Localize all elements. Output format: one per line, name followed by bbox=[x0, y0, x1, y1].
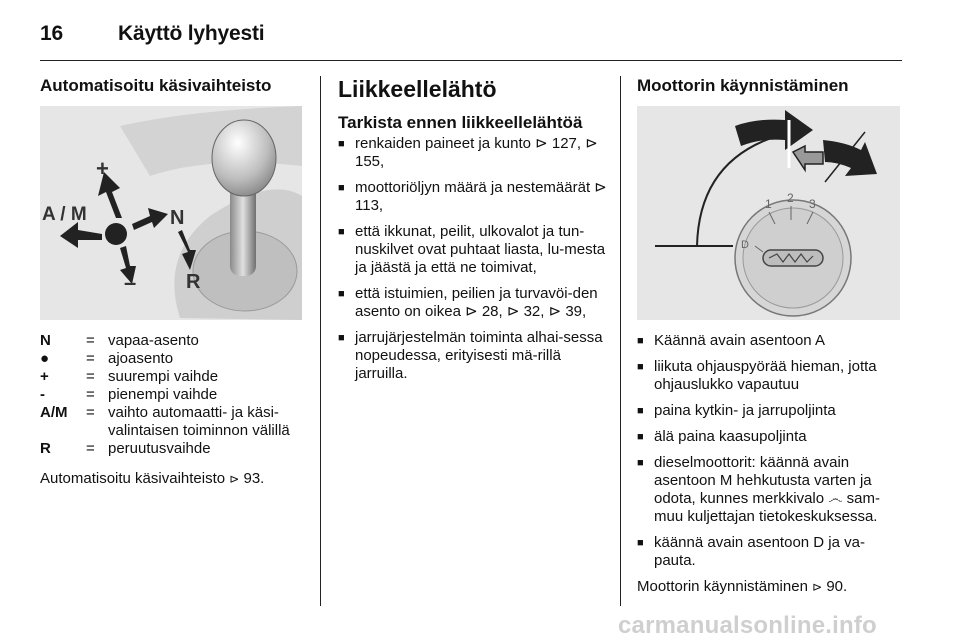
legend-key: R bbox=[40, 440, 51, 457]
departure-heading: Liikkeellelähtö bbox=[338, 76, 497, 102]
position-d: D bbox=[741, 239, 749, 251]
legend-row bbox=[40, 332, 304, 350]
key-slot bbox=[763, 250, 823, 266]
engine-start-heading: Moottorin käynnistäminen bbox=[637, 76, 849, 95]
page-header bbox=[40, 22, 264, 46]
legend-eq: = bbox=[86, 386, 95, 403]
column-divider-1 bbox=[320, 76, 321, 606]
gear-legend bbox=[40, 332, 304, 458]
legend-eq: = bbox=[86, 350, 95, 367]
page-ref-icon: ⊳ bbox=[229, 472, 240, 486]
label-r: R bbox=[186, 271, 201, 293]
list-item: ■ paina kytkin- ja jarrupoljinta bbox=[637, 402, 903, 420]
reference-text: Automatisoitu käsivaihteisto bbox=[40, 470, 226, 487]
legend-eq: = bbox=[86, 332, 95, 349]
legend-key: - bbox=[40, 386, 45, 403]
label-plus: + bbox=[96, 156, 109, 181]
position-1: 1 bbox=[765, 197, 772, 211]
legend-value: pienempi vaihde bbox=[108, 386, 218, 403]
list-item: ■ käännä avain asentoon D ja va-pauta. bbox=[637, 534, 903, 570]
legend-value: suurempi vaihde bbox=[108, 368, 219, 385]
reference-page: 90. bbox=[826, 578, 848, 595]
drive-position-dot bbox=[105, 223, 127, 245]
legend-key: ● bbox=[40, 350, 50, 367]
legend-eq: = bbox=[86, 404, 95, 421]
legend-value: vapaa-asento bbox=[108, 332, 199, 349]
list-item: ■ renkaiden paineet ja kunto ⊳ 127, ⊳ 155, bbox=[338, 135, 612, 171]
list-item: ■ Käännä avain asentoon A bbox=[637, 332, 903, 350]
checklist bbox=[338, 135, 612, 383]
column-engine-start bbox=[637, 76, 902, 96]
legend-key: N bbox=[40, 332, 51, 349]
ignition-figure bbox=[637, 106, 900, 320]
steps-list bbox=[637, 332, 903, 570]
watermark: carmanualsonline.info bbox=[618, 612, 877, 639]
legend-row bbox=[40, 440, 304, 458]
list-item: ■ älä paina kaasupoljinta bbox=[637, 428, 903, 446]
label-am: A / M bbox=[42, 204, 87, 225]
position-2: 2 bbox=[787, 191, 794, 205]
position-3: 3 bbox=[809, 197, 816, 211]
column-departure bbox=[338, 76, 612, 391]
list-item: ■ että ikkunat, peilit, ulkovalot ja tun-nuskilvet ovat puhtaat liasta, lu-mesta ja jäästä ja että ne toimivat, bbox=[338, 223, 612, 277]
page-ref-icon: ⊳ bbox=[812, 580, 823, 594]
transmission-heading: Automatisoitu käsivaihteisto bbox=[40, 76, 272, 95]
column-divider-2 bbox=[620, 76, 621, 606]
list-item: ■ dieselmoottorit: käännä avain asentoon M hehkutusta varten ja odota, kunnes merkkivalo ෴ sam-muu kuljettajan tietokeskuksessa. bbox=[637, 454, 903, 526]
legend-value: ajoasento bbox=[108, 350, 174, 367]
label-n: N bbox=[170, 207, 185, 229]
checklist-subheading: Tarkista ennen liikkeellelähtöä bbox=[338, 113, 583, 132]
legend-row bbox=[40, 404, 304, 440]
label-minus: – bbox=[124, 270, 137, 295]
transmission-reference bbox=[40, 470, 264, 488]
legend-row bbox=[40, 350, 304, 368]
reference-text: Moottorin käynnistäminen bbox=[637, 578, 808, 595]
legend-eq: = bbox=[86, 440, 95, 457]
list-item: ■ liikuta ohjauspyörää hieman, jotta ohjauslukko vapautuu bbox=[637, 358, 903, 394]
legend-row bbox=[40, 386, 304, 404]
legend-eq: = bbox=[86, 368, 95, 385]
legend-key: A/M bbox=[40, 404, 68, 421]
legend-row bbox=[40, 368, 304, 386]
page-number: 16 bbox=[40, 22, 63, 45]
shift-knob bbox=[212, 120, 276, 196]
reference-page: 93. bbox=[243, 470, 265, 487]
legend-value: peruutusvaihde bbox=[108, 440, 211, 457]
list-item: ■ moottoriöljyn määrä ja nestemäärät ⊳ 113, bbox=[338, 179, 612, 215]
column-transmission bbox=[40, 76, 310, 96]
legend-key: + bbox=[40, 368, 49, 385]
engine-start-reference bbox=[637, 578, 903, 596]
gear-shift-figure bbox=[40, 106, 302, 320]
legend-value: vaihto automaatti- ja käsi-valintaisen toiminnon välillä bbox=[108, 404, 290, 439]
list-item: ■ jarrujärjestelmän toiminta alhai-sessa nopeudessa, erityisesti mä-rillä jarruilla. bbox=[338, 329, 612, 383]
header-rule bbox=[40, 60, 902, 61]
engine-start-steps bbox=[637, 332, 903, 596]
list-item: ■ että istuimien, peilien ja turvavöi-den asento on oikea ⊳ 28, ⊳ 32, ⊳ 39, bbox=[338, 285, 612, 321]
page-title: Käyttö lyhyesti bbox=[118, 22, 265, 45]
